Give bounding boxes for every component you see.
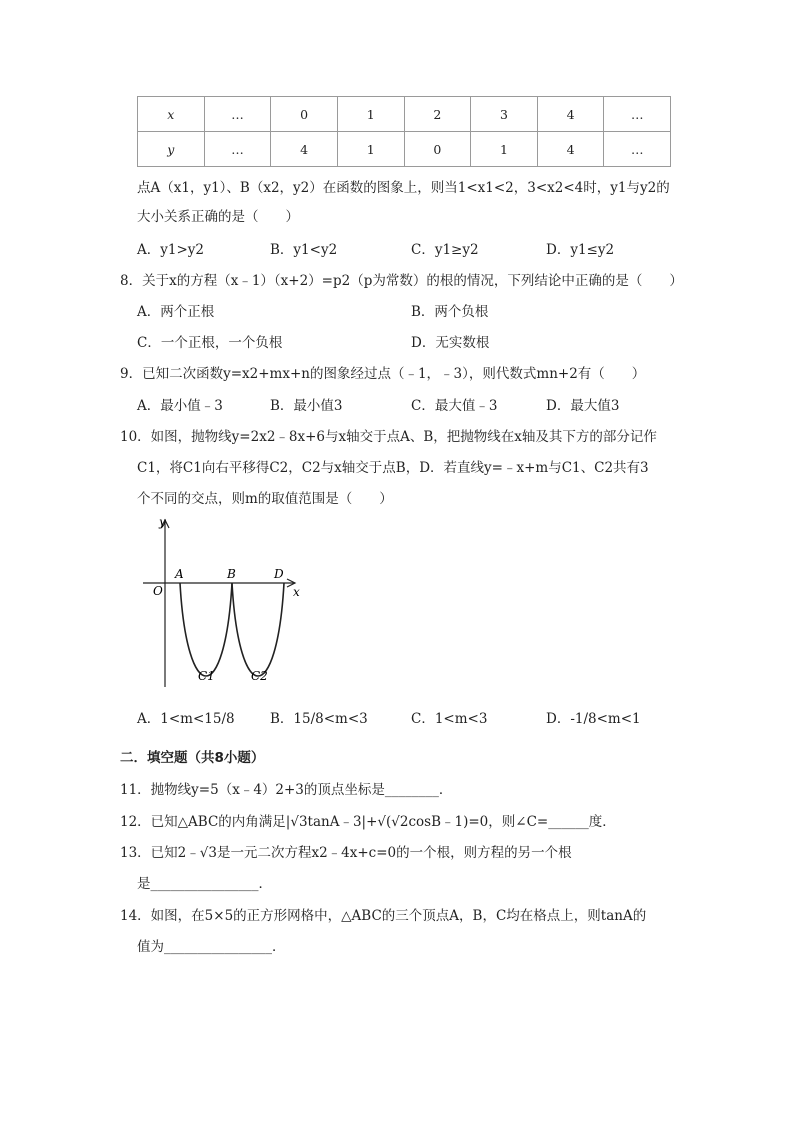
q7-option-b: B．y1<y2	[270, 242, 338, 258]
table-cell: 3	[471, 97, 538, 132]
table-cell: 0	[404, 132, 471, 167]
q13-stem-line-1: 13．已知2﹣√3是一元二次方程x2﹣4x+c=0的一个根，则方程的另一个根	[120, 845, 572, 861]
table-cell: x	[138, 97, 205, 132]
table-cell: 2	[404, 97, 471, 132]
q8-option-d: D．无实数根	[411, 335, 490, 351]
q10-option-a: A．1<m<15/8	[137, 711, 235, 727]
table-cell: 0	[271, 97, 338, 132]
table-cell: …	[204, 132, 271, 167]
curve-c2	[232, 583, 284, 676]
q8-option-c: C．一个正根，一个负根	[137, 335, 283, 351]
table-cell: …	[604, 132, 671, 167]
q14-stem-line-2: 值为________________．	[137, 939, 286, 955]
label-a: A	[175, 567, 184, 581]
q9-option-d: D．最大值3	[546, 398, 620, 414]
label-b: B	[227, 567, 236, 581]
table-cell: 4	[271, 132, 338, 167]
q9-stem: 9．已知二次函数y=x2+mx+n的图象经过点（﹣1，﹣3），则代数式mn+2有（ ）	[120, 366, 646, 382]
q9-option-b: B．最小值3	[270, 398, 343, 414]
q9-option-c: C．最大值﹣3	[411, 398, 498, 414]
table-cell: y	[138, 132, 205, 167]
table-cell: 1	[471, 132, 538, 167]
q8-option-b: B．两个负根	[411, 304, 489, 320]
table-cell: 1	[337, 132, 404, 167]
q10-option-c: C．1<m<3	[411, 711, 488, 727]
label-o: O	[153, 584, 163, 598]
q10-stem-line-3: 个不同的交点，则m的取值范围是（ ）	[137, 491, 393, 507]
table-row	[138, 97, 671, 132]
parabola-graph	[135, 512, 315, 697]
q7-option-a: A．y1>y2	[137, 242, 204, 258]
label-x: x	[293, 585, 300, 599]
table-cell: 1	[337, 97, 404, 132]
q7-stem-line-2: 大小关系正确的是（ ）	[137, 209, 299, 225]
q10-stem-line-1: 10．如图，抛物线y=2x2﹣8x+6与x轴交于点A、B，把抛物线在x轴及其下方的部分记作	[120, 429, 657, 445]
q11-stem: 11．抛物线y=5（x﹣4）2+3的顶点坐标是________．	[120, 782, 453, 798]
q10-option-d: D．-1/8<m<1	[546, 711, 641, 727]
q8-stem: 8．关于x的方程（x﹣1）（x+2）=p2（p为常数）的根的情况，下列结论中正确的是（ ）	[120, 273, 683, 289]
q14-stem-line-1: 14．如图，在5×5的正方形网格中，△ABC的三个顶点A，B，C均在格点上，则tanA的	[120, 908, 647, 924]
table-cell: …	[204, 97, 271, 132]
table-row	[138, 132, 671, 167]
table-cell: …	[604, 97, 671, 132]
section-title: 二．填空题（共8小题）	[120, 750, 265, 766]
q10-option-b: B．15/8<m<3	[270, 711, 368, 727]
table-cell: 4	[537, 132, 604, 167]
label-d: D	[274, 567, 284, 581]
q13-stem-line-2: 是________________．	[137, 876, 272, 892]
q12-stem: 12．已知△ABC的内角满足|√3tanA﹣3|+√(√2cosB﹣1)=0，则∠C=______度．	[120, 814, 616, 830]
q7-option-c: C．y1≥y2	[411, 242, 479, 258]
q7-stem-line-1: 点A（x1，y1）、B（x2，y2）在函数的图象上，则当1<x1<2，3<x2<4时，y1与y2的	[137, 180, 670, 196]
q9-option-a: A．最小值﹣3	[137, 398, 223, 414]
table-cell: 4	[537, 97, 604, 132]
curve-c1	[180, 583, 232, 676]
q7-option-d: D．y1≤y2	[546, 242, 615, 258]
value-table	[137, 96, 671, 167]
q10-stem-line-2: C1，将C1向右平移得C2，C2与x轴交于点B，D．若直线y=﹣x+m与C1、C2共有3	[137, 460, 649, 476]
label-y: y	[159, 515, 166, 529]
label-c1: C1	[198, 669, 215, 683]
q8-option-a: A．两个正根	[137, 304, 215, 320]
label-c2: C2	[251, 669, 268, 683]
